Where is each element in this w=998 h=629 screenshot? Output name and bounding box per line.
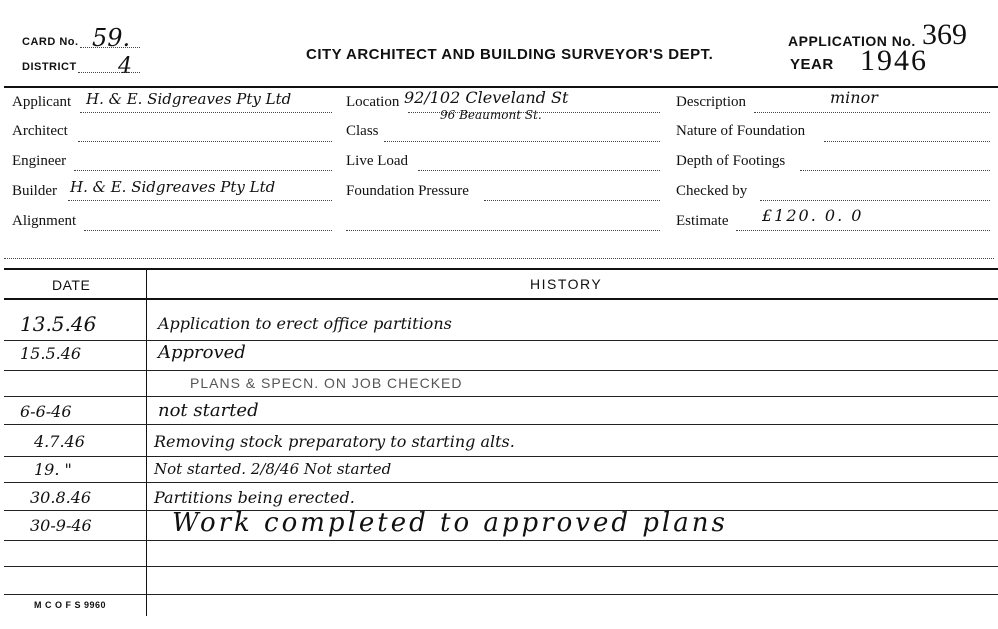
history-rule xyxy=(4,540,998,541)
engineer-line xyxy=(74,170,332,171)
alignment-label: Alignment xyxy=(12,213,77,229)
row-date: 6-6-46 xyxy=(20,402,72,421)
history-rule xyxy=(4,482,998,483)
row-date: 19. " xyxy=(34,460,72,479)
history-rule xyxy=(4,396,998,397)
checked-line xyxy=(760,200,990,201)
architect-label: Architect xyxy=(12,123,68,139)
estimate-line xyxy=(736,230,990,231)
description-value: minor xyxy=(830,88,878,107)
plans-checked-stamp: PLANS & SPECN. ON JOB CHECKED xyxy=(190,375,463,391)
live-load-label: Live Load xyxy=(346,153,409,169)
description-label: Description xyxy=(676,94,746,110)
depth-of-footings-label: Depth of Footings xyxy=(676,153,786,169)
row-date: 4.7.46 xyxy=(34,432,85,451)
district-value: 4 xyxy=(118,54,132,79)
date-header: DATE xyxy=(52,277,91,293)
history-header-rule xyxy=(4,298,998,300)
history-rule xyxy=(4,594,998,595)
row-date: 13.5.46 xyxy=(20,312,97,336)
district-label: DISTRICT xyxy=(22,61,77,73)
application-label: APPLICATION No. xyxy=(788,33,916,49)
live-load-line xyxy=(418,170,660,171)
row-text: Removing stock preparatory to starting alts. xyxy=(154,432,515,451)
dept-title: CITY ARCHITECT AND BUILDING SURVEYOR'S DEPT. xyxy=(306,46,714,63)
row-text: Application to erect office partitions xyxy=(158,314,452,333)
foundation-pressure-line xyxy=(484,200,660,201)
location-value: 92/102 Cleveland St xyxy=(404,88,569,107)
depth-line xyxy=(800,170,990,171)
location-label: Location xyxy=(346,94,400,110)
class-label: Class xyxy=(346,123,379,139)
history-top-rule xyxy=(4,268,998,270)
location-value-2: 96 Beaumont St. xyxy=(440,108,542,122)
alignment-line xyxy=(84,230,332,231)
row-text: Partitions being erected. xyxy=(154,488,355,507)
builder-line xyxy=(68,200,332,201)
row-text: Not started. 2/8/46 Not started xyxy=(154,460,392,478)
nature-of-foundation-label: Nature of Foundation xyxy=(676,123,806,139)
location-line xyxy=(408,112,660,113)
history-rule xyxy=(4,424,998,425)
builder-label: Builder xyxy=(12,183,57,199)
row-text: not started xyxy=(158,400,259,421)
applicant-label: Applicant xyxy=(12,94,72,110)
history-rule xyxy=(4,370,998,371)
estimate-label: Estimate xyxy=(676,213,729,229)
row-date: 30-9-46 xyxy=(30,516,92,535)
application-value: 369 xyxy=(922,18,967,51)
builder-value: H. & E. Sidgreaves Pty Ltd xyxy=(70,178,276,196)
section-dotted-rule xyxy=(4,258,994,259)
checked-by-label: Checked by xyxy=(676,183,748,199)
card-no-line xyxy=(80,47,140,48)
class-line xyxy=(384,141,660,142)
foundation-pressure-label: Foundation Pressure xyxy=(346,183,469,199)
architect-line xyxy=(78,141,332,142)
date-column-divider xyxy=(146,270,147,616)
row-date: 30.8.46 xyxy=(30,488,92,507)
year-value: 1946 xyxy=(860,44,928,77)
applicant-line xyxy=(80,112,332,113)
column2-blank-line xyxy=(346,230,660,231)
history-rule xyxy=(4,340,998,341)
row-date: 15.5.46 xyxy=(20,344,82,363)
district-line xyxy=(78,72,140,73)
description-line xyxy=(754,112,990,113)
row-text: Work completed to approved plans xyxy=(172,508,728,538)
row-text: Approved xyxy=(158,342,246,363)
history-rule xyxy=(4,456,998,457)
history-header: HISTORY xyxy=(530,276,603,292)
year-label: YEAR xyxy=(790,56,834,73)
engineer-label: Engineer xyxy=(12,153,67,169)
history-rule xyxy=(4,566,998,567)
nature-line xyxy=(824,141,990,142)
card-no-label: CARD No. xyxy=(22,36,79,48)
applicant-value: H. & E. Sidgreaves Pty Ltd xyxy=(86,90,292,108)
estimate-value: £120. 0. 0 xyxy=(762,206,864,225)
form-code: M C O F S 9960 xyxy=(34,600,107,610)
card-no-value: 59. xyxy=(92,24,131,52)
